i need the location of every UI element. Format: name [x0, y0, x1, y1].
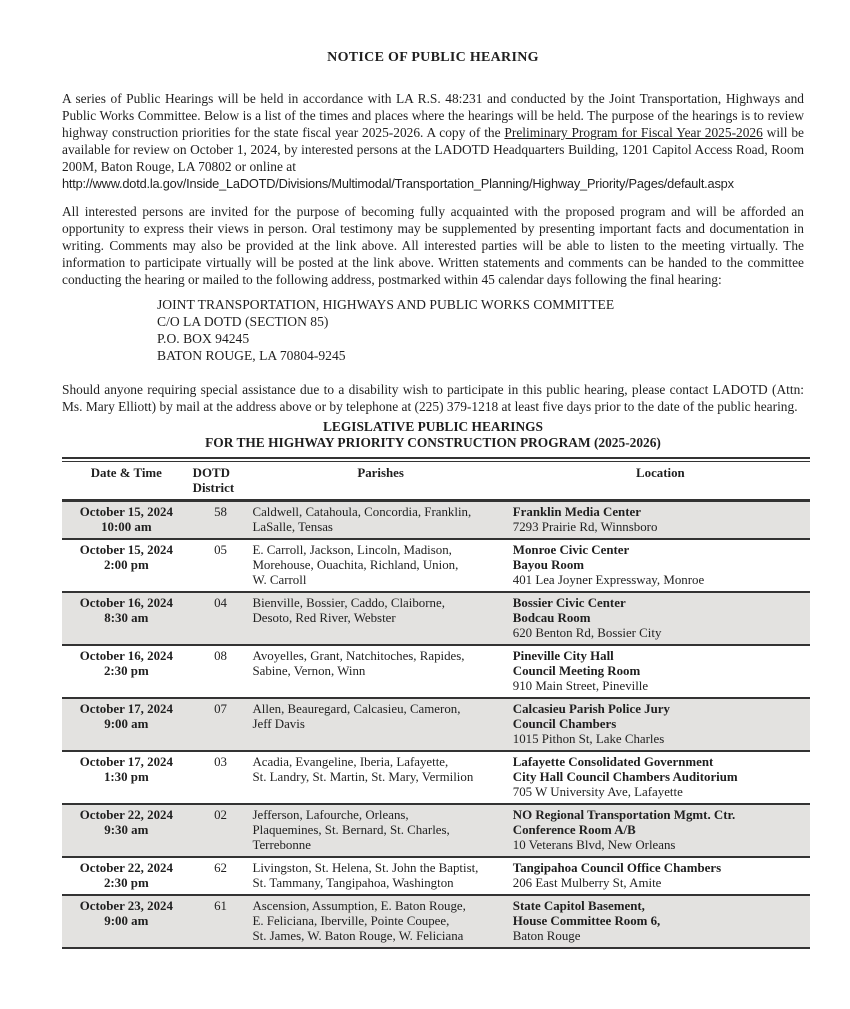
hearing-row	[62, 645, 810, 698]
hearing-date: October 16, 2024	[79, 596, 173, 610]
location-line: Bossier Civic Center	[512, 596, 626, 610]
date-time-cell	[62, 645, 191, 698]
hearings-table-body	[62, 501, 810, 949]
hearings-header-row	[62, 462, 810, 501]
location-cell	[511, 804, 810, 857]
district-cell: 02	[214, 808, 227, 822]
location-line: Pineville City Hall	[512, 649, 614, 663]
hearing-row	[62, 501, 810, 540]
location-line: 401 Lea Joyner Expressway, Monroe	[512, 573, 705, 587]
parishes-line: Jeff Davis	[252, 717, 305, 731]
hearing-row	[62, 751, 810, 804]
parishes-line: Terrebonne	[252, 838, 311, 852]
parishes-line: Caldwell, Catahoula, Concordia, Franklin,	[252, 505, 472, 519]
parishes-cell	[250, 592, 510, 645]
date-time-cell	[62, 895, 191, 948]
district-cell: 62	[214, 861, 227, 875]
location-line: Bayou Room	[512, 558, 585, 572]
parishes-line: W. Carroll	[252, 573, 307, 587]
intro-text-after-underline: will be available for review on October 1, 2024, by interested persons at the LADOTD Headquarters Building, 1201 Capitol Access Road, Room 200M, Baton Rouge, LA 70802 or online at	[62, 125, 804, 174]
parishes-cell	[250, 751, 510, 804]
parishes-line: Jefferson, Lafourche, Orleans,	[252, 808, 409, 822]
location-line: State Capitol Basement,	[512, 899, 645, 913]
address-line-co: C/O LA DOTD (SECTION 85)	[157, 314, 329, 329]
location-cell	[511, 645, 810, 698]
hearing-time: 2:30 pm	[103, 876, 149, 890]
assistance-paragraph: Should anyone requiring special assistance due to a disability wish to participate in this public hearing, please contact LADOTD (Attn: Ms. Mary Elliott) by mail at the address above or by telephone at (225) 379-1218 at least five days prior to the date of the public hearing.	[62, 382, 804, 414]
parishes-line: Plaquemines, St. Bernard, St. Charles,	[252, 823, 450, 837]
location-cell	[511, 501, 810, 540]
parishes-line: Avoyelles, Grant, Natchitoches, Rapides,	[252, 649, 465, 663]
date-time-cell	[62, 698, 191, 751]
location-line: 620 Benton Rd, Bossier City	[512, 626, 662, 640]
parishes-line: E. Feliciana, Iberville, Pointe Coupee,	[252, 914, 450, 928]
hearing-date: October 22, 2024	[79, 808, 173, 822]
parishes-cell	[250, 804, 510, 857]
location-line: Conference Room A/B	[512, 823, 636, 837]
parishes-line: Bienville, Bossier, Caddo, Claiborne,	[252, 596, 445, 610]
parishes-cell	[250, 698, 510, 751]
parishes-line: Sabine, Vernon, Winn	[252, 664, 366, 678]
hearing-row	[62, 895, 810, 948]
district-cell: 07	[214, 702, 227, 716]
hearings-title-line2: FOR THE HIGHWAY PRIORITY CONSTRUCTION PROGRAM (2025-2026)	[205, 435, 661, 450]
location-line: NO Regional Transportation Mgmt. Ctr.	[512, 808, 736, 822]
column-header-dotd-district	[191, 462, 251, 501]
hearing-time: 1:30 pm	[103, 770, 149, 784]
preliminary-program-underlined-text: Preliminary Program for Fiscal Year 2025-2026	[504, 125, 763, 140]
address-line-committee: JOINT TRANSPORTATION, HIGHWAYS AND PUBLIC WORKS COMMITTEE	[157, 297, 615, 312]
parishes-line: Acadia, Evangeline, Iberia, Lafayette,	[252, 755, 449, 769]
hearing-time: 9:00 am	[104, 717, 149, 731]
column-header-district-line: District	[192, 481, 235, 495]
location-line: House Committee Room 6,	[512, 914, 661, 928]
location-line: 206 East Mulberry St, Amite	[512, 876, 662, 890]
location-line: Tangipahoa Council Office Chambers	[512, 861, 722, 875]
date-time-cell	[62, 592, 191, 645]
hearing-time: 2:30 pm	[103, 664, 149, 678]
hearings-title-line1: LEGISLATIVE PUBLIC HEARINGS	[322, 419, 543, 434]
location-line: Monroe Civic Center	[512, 543, 630, 557]
column-header-location: Location	[511, 462, 810, 501]
location-line: 910 Main Street, Pineville	[512, 679, 649, 693]
parishes-line: Morehouse, Ouachita, Richland, Union,	[252, 558, 459, 572]
parishes-line: Ascension, Assumption, E. Baton Rouge,	[252, 899, 466, 913]
district-cell: 05	[214, 543, 227, 557]
location-line: 1015 Pithon St, Lake Charles	[512, 732, 665, 746]
location-line: 10 Veterans Blvd, New Orleans	[512, 838, 676, 852]
hearings-table	[62, 461, 810, 949]
location-line: Lafayette Consolidated Government	[512, 755, 714, 769]
date-time-cell	[62, 804, 191, 857]
location-line: Bodcau Room	[512, 611, 591, 625]
intro-text-before-underline: A series of Public Hearings will be held in accordance with LA R.S. 48:231 and conducted by the Joint Transportation, Highways and Public Works Committee. Below is a list of the times and places where the hearings will be held. The purpose of the hearings is to review highway construction priorities for the state fiscal year 2025-2026. A copy of the	[62, 91, 804, 140]
hearing-row	[62, 804, 810, 857]
hearing-row	[62, 592, 810, 645]
parishes-line: St. Tammany, Tangipahoa, Washington	[252, 876, 454, 890]
location-line: 705 W University Ave, Lafayette	[512, 785, 683, 799]
parishes-line: Allen, Beauregard, Calcasieu, Cameron,	[252, 702, 461, 716]
location-cell	[511, 857, 810, 895]
parishes-line: E. Carroll, Jackson, Lincoln, Madison,	[252, 543, 452, 557]
hearing-row	[62, 857, 810, 895]
hearing-date: October 17, 2024	[79, 755, 173, 769]
location-line: Baton Rouge	[512, 929, 581, 943]
date-time-cell	[62, 539, 191, 592]
parishes-cell	[250, 539, 510, 592]
hearing-row	[62, 539, 810, 592]
location-cell	[511, 698, 810, 751]
district-cell: 58	[214, 505, 227, 519]
column-header-date-time: Date & Time	[62, 462, 191, 501]
location-line: Franklin Media Center	[512, 505, 641, 519]
intro-paragraph	[62, 90, 804, 192]
parishes-line: St. James, W. Baton Rouge, W. Feliciana	[252, 929, 464, 943]
parishes-cell	[250, 857, 510, 895]
hearing-date: October 23, 2024	[79, 899, 173, 913]
date-time-cell	[62, 751, 191, 804]
district-cell: 04	[214, 596, 227, 610]
parishes-line: Livingston, St. Helena, St. John the Baptist,	[252, 861, 479, 875]
hearing-time: 9:00 am	[104, 914, 149, 928]
hearing-date: October 15, 2024	[79, 505, 173, 519]
hearing-date: October 17, 2024	[79, 702, 173, 716]
column-header-parishes: Parishes	[250, 462, 510, 501]
date-time-cell	[62, 501, 191, 540]
mailing-address-block	[157, 296, 804, 364]
location-line: Calcasieu Parish Police Jury	[512, 702, 670, 716]
hearing-time: 9:30 am	[104, 823, 149, 837]
hearings-section-title	[62, 419, 804, 451]
district-cell: 03	[214, 755, 227, 769]
location-line: City Hall Council Chambers Auditorium	[512, 770, 738, 784]
column-header-dotd-line: DOTD	[192, 466, 230, 480]
parishes-line: LaSalle, Tensas	[252, 520, 333, 534]
participation-paragraph: All interested persons are invited for the purpose of becoming fully acquainted with the proposed program and will be afforded an opportunity to express their views in person. Oral testimony may be supplemented by presenting important facts and documentation in writing. Comments may also be provided at the link above. All interested parties will be able to listen to the meeting virtually. The information to participate virtually will be posted at the link above. Written statements and comments can be handed to the committee conducting the hearing or mailed to the following address, postmarked within 45 calendar days following the final hearing:	[62, 204, 804, 287]
location-cell	[511, 592, 810, 645]
location-line: Council Meeting Room	[512, 664, 641, 678]
location-cell	[511, 895, 810, 948]
parishes-cell	[250, 501, 510, 540]
parishes-line: St. Landry, St. Martin, St. Mary, Vermilion	[252, 770, 474, 784]
parishes-line: Desoto, Red River, Webster	[252, 611, 396, 625]
hearing-date: October 16, 2024	[79, 649, 173, 663]
district-cell: 08	[214, 649, 227, 663]
hearings-table-wrap	[62, 457, 810, 949]
hearing-row	[62, 698, 810, 751]
page-title: NOTICE OF PUBLIC HEARING	[327, 50, 539, 65]
hearing-time: 2:00 pm	[103, 558, 149, 572]
location-line: 7293 Prairie Rd, Winnsboro	[512, 520, 658, 534]
location-line: Council Chambers	[512, 717, 617, 731]
district-cell: 61	[214, 899, 227, 913]
location-cell	[511, 751, 810, 804]
program-url-text: http://www.dotd.la.gov/Inside_LaDOTD/Divisions/Multimodal/Transportation_Planning/Highway_Priority/Pages/default.aspx	[62, 176, 734, 191]
address-line-pobox: P.O. BOX 94245	[157, 331, 250, 346]
location-cell	[511, 539, 810, 592]
hearing-time: 8:30 am	[104, 611, 149, 625]
parishes-cell	[250, 645, 510, 698]
hearing-time: 10:00 am	[101, 520, 152, 534]
hearing-date: October 22, 2024	[79, 861, 173, 875]
address-line-city: BATON ROUGE, LA 70804-9245	[157, 348, 346, 363]
hearing-date: October 15, 2024	[79, 543, 173, 557]
date-time-cell	[62, 857, 191, 895]
parishes-cell	[250, 895, 510, 948]
